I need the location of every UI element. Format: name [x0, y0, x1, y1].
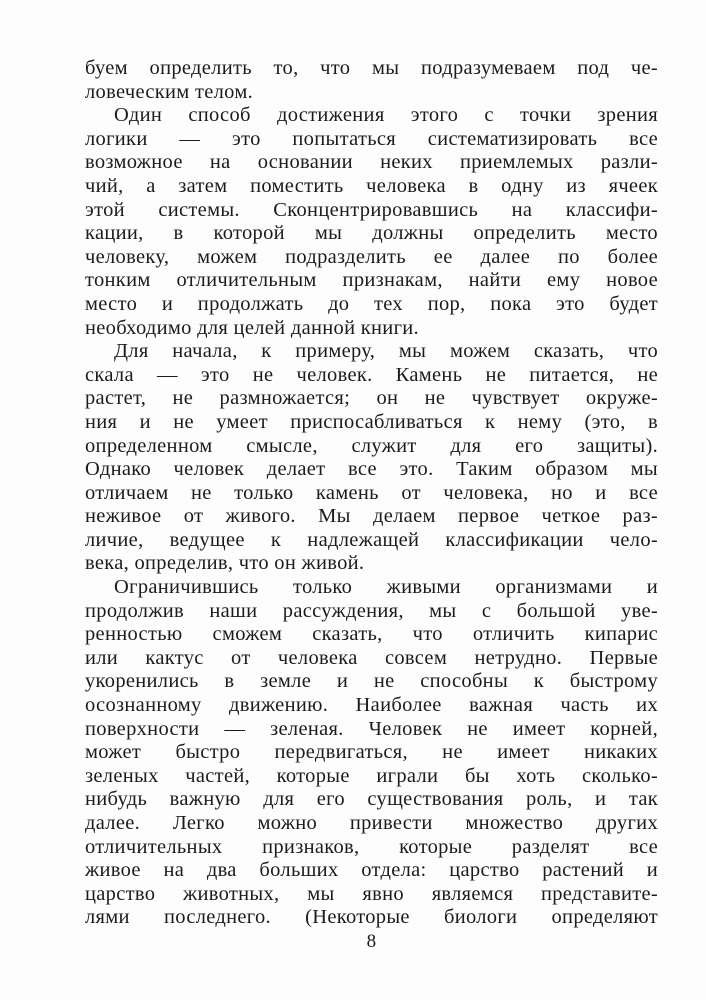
text-line: возможное на основании неких приемлемых разли-: [85, 151, 658, 174]
text-line: ловеческим телом.: [85, 80, 254, 103]
text-line: этой системы. Сконцентрировавшись на классифи-: [85, 198, 658, 221]
text-line: чий, а затем поместить человека в одну из ячеек: [85, 174, 658, 197]
text-line: определенном смысле, служит для его защиты).: [85, 434, 658, 457]
text-line: тонким отличительным признакам, найти ему новое: [85, 269, 658, 292]
text-line: необходимо для целей данной книги.: [85, 316, 419, 339]
text-line: или кактус от человека совсем нетрудно. Первые: [85, 646, 658, 669]
text-line: личие, ведущее к надлежащей классификации чело-: [85, 528, 658, 551]
text-line: Один способ достижения этого с точки зрения: [114, 104, 658, 127]
text-line: продолжив наши рассуждения, мы с большой уве-: [85, 599, 658, 622]
text-line: осознанному движению. Наиболее важная часть их: [85, 694, 658, 717]
text-line: отличительных признаков, которые разделят все: [85, 835, 658, 858]
text-line: нибудь важную для его существования роль, и так: [85, 788, 658, 811]
text-line: скала — это не человек. Камень не питается, не: [85, 363, 658, 386]
text-line: живое на два больших отдела: царство растений и: [85, 859, 658, 882]
text-line: царство животных, мы явно являемся представите-: [85, 882, 658, 905]
text-line: укоренились в земле и не способны к быстрому: [85, 670, 658, 693]
text-line: буем определить то, что мы подразумеваем под че-: [85, 57, 658, 79]
text-line: отличаем не только камень от человека, но и все: [85, 481, 658, 504]
text-line: Ограничившись только живыми организмами и: [114, 576, 658, 599]
page-number: 8: [366, 931, 377, 952]
text-line: века, определив, что он живой.: [85, 552, 365, 575]
text-line: ния и не умеет приспосабливаться к нему (это, в: [85, 410, 658, 433]
text-line: неживое от живого. Мы делаем первое четкое раз-: [85, 505, 658, 528]
text-block: [85, 57, 658, 930]
text-line: кации, в которой мы должны определить место: [85, 222, 658, 245]
text-line: может быстро передвигаться, не имеет никаких: [85, 741, 658, 764]
text-line: место и продолжать до тех пор, пока это будет: [85, 292, 658, 315]
text-line: человеку, можем подразделить ее далее по более: [85, 245, 658, 268]
text-line: далее. Легко можно привести множество других: [85, 812, 658, 834]
text-line: поверхности — зеленая. Человек не имеет корней,: [85, 717, 658, 740]
text-line: Однако человек делает все это. Таким образом мы: [85, 458, 658, 481]
text-line: ренностью сможем сказать, что отличить кипарис: [85, 623, 658, 646]
text-line: Для начала, к примеру, мы можем сказать, что: [114, 340, 658, 363]
text-line: зеленых частей, которые играли бы хоть сколько-: [85, 764, 658, 787]
text-line: логики — это попытаться систематизировать все: [85, 127, 658, 150]
text-line: лями последнего. (Некоторые биологи определяют: [85, 906, 658, 929]
text-line: растет, не размножается; он не чувствует окруже-: [85, 387, 658, 410]
